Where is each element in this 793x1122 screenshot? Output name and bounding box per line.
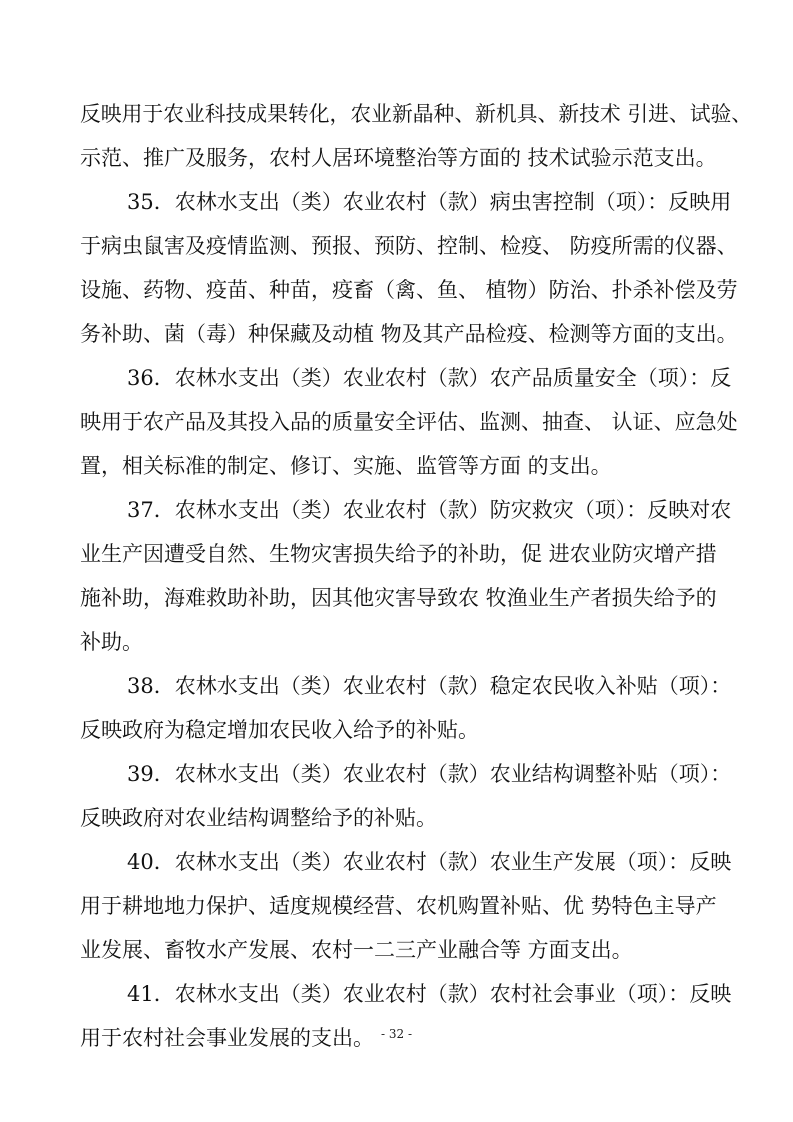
text-line: 用于农村社会事业发展的支出。	[80, 1026, 374, 1050]
paragraph-start-line: 40．农林水支出（类）农业农村（款）农业生产发展（项）：反映	[127, 850, 732, 874]
text-line: 业生产因遭受自然、生物灾害损失给予的补助，促 进农业防灾增产措	[80, 542, 717, 566]
paragraph-start-line: 38．农林水支出（类）农业农村（款）稳定农民收入补贴（项）：	[127, 674, 732, 698]
page-number: - 32 -	[380, 1027, 412, 1041]
text-line: 反映用于农业科技成果转化，农业新晶种、新机具、新技术 引进、试验、	[80, 102, 753, 126]
text-line: 于病虫鼠害及疫情监测、预报、预防、控制、检疫、 防疫所需的仪器、	[80, 234, 738, 258]
text-line: 施补助，海难救助补助，因其他灾害导致农 牧渔业生产者损失给予的	[80, 586, 717, 610]
text-line: 反映政府为稳定增加农民收入给予的补贴。	[80, 718, 479, 742]
text-line: 设施、药物、疫苗、种苗，疫畜（禽、鱼、 植物）防治、扑杀补偿及劳	[80, 278, 738, 302]
text-line: 置，相关标准的制定、修订、实施、监管等方面 的支出。	[80, 454, 612, 478]
paragraph-start-line: 36．农林水支出（类）农业农村（款）农产品质量安全（项）：反	[127, 366, 732, 390]
text-line: 业发展、畜牧水产发展、农村一二三产业融合等 方面支出。	[80, 938, 633, 962]
text-line: 反映政府对农业结构调整给予的补贴。	[80, 806, 437, 830]
text-line: 补助。	[80, 630, 143, 654]
text-line: 映用于农产品及其投入品的质量安全评估、监测、抽查、 认证、应急处	[80, 410, 738, 434]
text-line: 务补助、菌（毒）种保藏及动植 物及其产品检疫、检测等方面的支出。	[80, 322, 738, 346]
paragraph-start-line: 37．农林水支出（类）农业农村（款）防灾救灾（项）：反映对农	[127, 498, 732, 522]
paragraph-start-line: 35．农林水支出（类）农业农村（款）病虫害控制（项）：反映用	[127, 190, 732, 214]
text-line: 用于耕地地力保护、适度规模经营、农机购置补贴、优 势特色主导产	[80, 894, 717, 918]
paragraph-start-line: 39．农林水支出（类）农业农村（款）农业结构调整补贴（项）：	[127, 762, 732, 786]
text-line: 示范、推广及服务，农村人居环境整治等方面的 技术试验示范支出。	[80, 146, 717, 170]
paragraph-start-line: 41．农林水支出（类）农业农村（款）农村社会事业（项）：反映	[127, 982, 732, 1006]
